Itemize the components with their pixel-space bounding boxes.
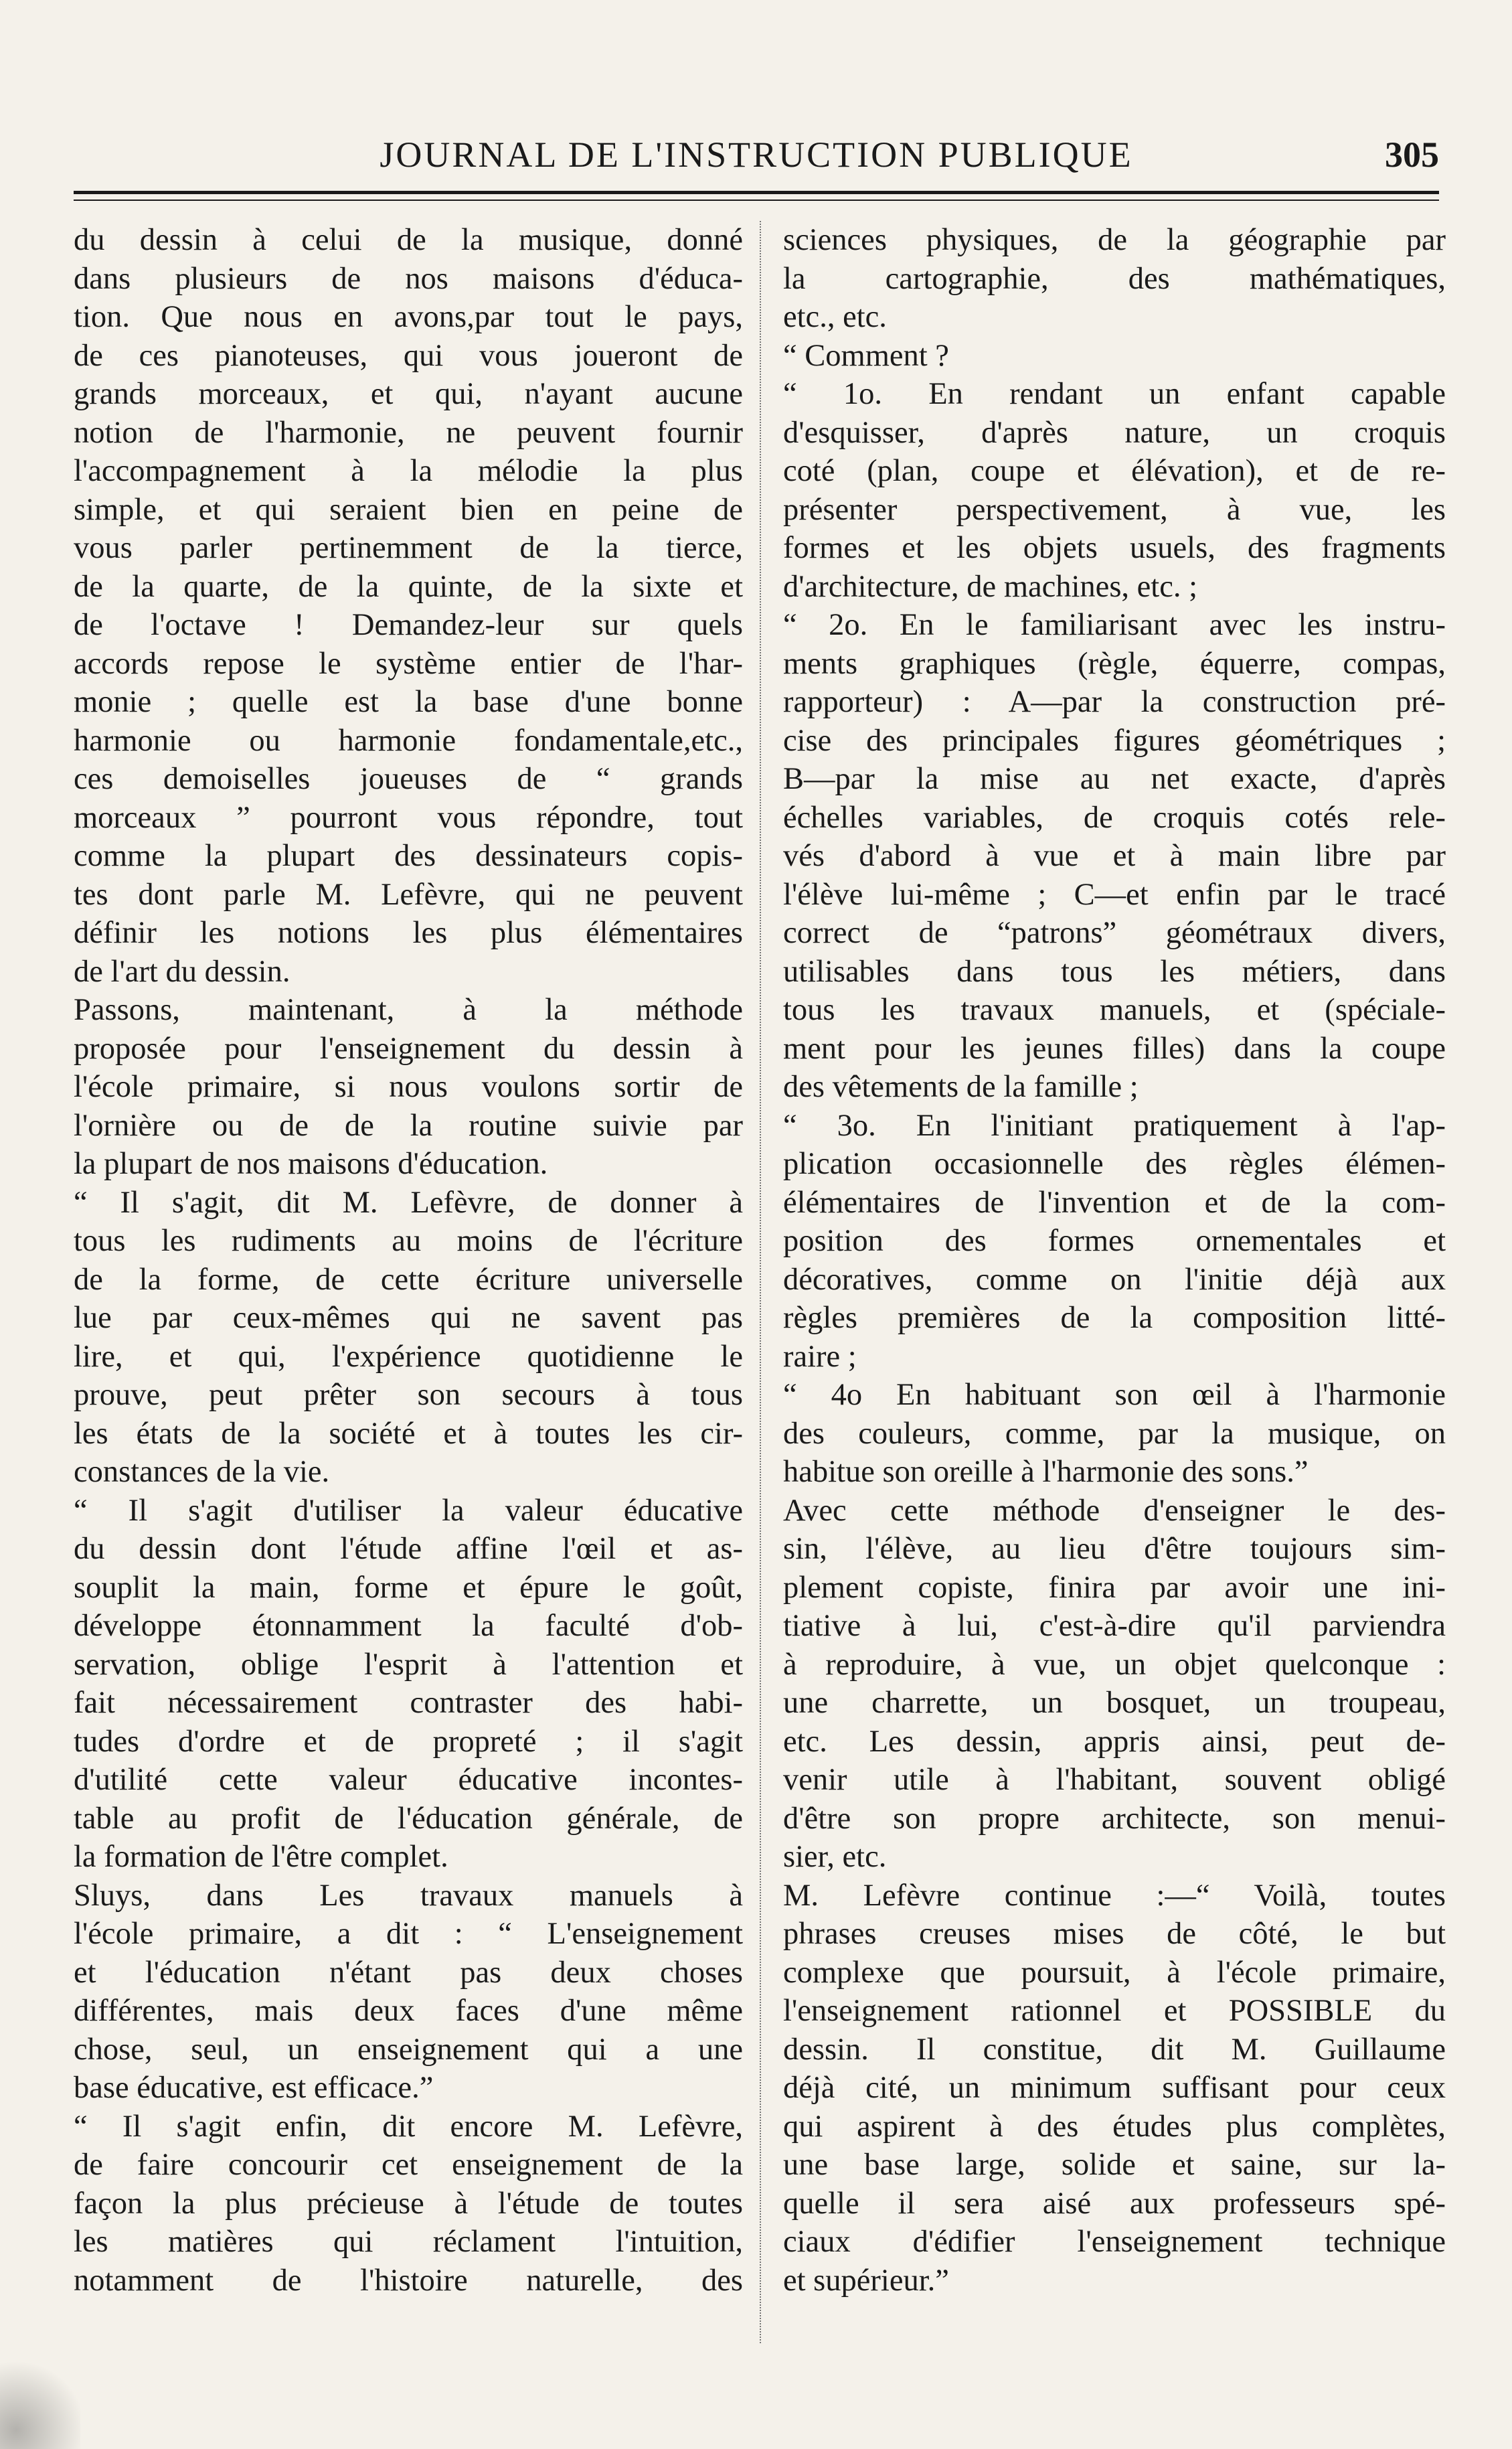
paragraph <box>783 1376 1446 1492</box>
text-line: “ 3o. En l'initiant pratiquement à l'ap- <box>783 1108 1446 1143</box>
text-line: vous parler pertinemment de la tierce, <box>74 531 743 565</box>
text-line: présenter perspectivement, à vue, les <box>783 492 1446 527</box>
text-line: monie ; quelle est la base d'une bonne <box>74 685 743 719</box>
text-line: notamment de l'histoire naturelle, des <box>74 2263 743 2298</box>
text-line: tous les rudiments au moins de l'écriture <box>74 1224 743 1258</box>
text-line: règles premières de la composition litté- <box>783 1301 1446 1335</box>
paragraph <box>783 1877 1446 2300</box>
text-line: fait nécessairement contraster des habi- <box>74 1686 743 1720</box>
text-line: élémentaires de l'invention et de la com- <box>783 1185 1446 1220</box>
text-line: les matières qui réclament l'intuition, <box>74 2225 743 2259</box>
text-line: l'élève lui-même ; C—et enfin par le tracé <box>783 877 1446 912</box>
text-line: phrases creuses mises de côté, le but <box>783 1917 1446 1951</box>
paragraph <box>783 375 1446 606</box>
text-line: ments graphiques (règle, équerre, compas, <box>783 646 1446 681</box>
text-line: et supérieur.” <box>783 2263 949 2298</box>
text-line: Avec cette méthode d'enseigner le des- <box>783 1493 1446 1528</box>
text-line: différentes, mais deux faces d'une même <box>74 1994 743 2028</box>
text-line: une base large, solide et saine, sur la- <box>783 2148 1446 2182</box>
text-line: coté (plan, coupe et élévation), et de re- <box>783 454 1446 488</box>
text-line: M. Lefèvre continue :—“ Voilà, toutes <box>783 1878 1446 1913</box>
text-line: “ Il s'agit d'utiliser la valeur éducative <box>74 1493 743 1528</box>
text-line: définir les notions les plus élémentaires <box>74 916 743 950</box>
text-line: tudes d'ordre et de propreté ; il s'agit <box>74 1724 743 1759</box>
text-line: venir utile à l'habitant, souvent obligé <box>783 1763 1446 1797</box>
text-line: notion de l'harmonie, ne peuvent fournir <box>74 415 743 450</box>
text-line: servation, oblige l'esprit à l'attention et <box>74 1647 743 1682</box>
text-line: Sluys, dans Les travaux manuels à <box>74 1878 743 1913</box>
text-line: décoratives, comme on l'initie déjà aux <box>783 1262 1446 1297</box>
text-line: simple, et qui seraient bien en peine de <box>74 492 743 527</box>
text-line: la plupart de nos maisons d'éducation. <box>74 1147 548 1181</box>
paragraph <box>783 1492 1446 1877</box>
running-title: JOURNAL DE L'INSTRUCTION PUBLIQUE <box>380 135 1133 175</box>
page-header <box>74 134 1439 187</box>
text-line: harmonie ou harmonie fondamentale,etc., <box>74 723 743 758</box>
text-line: constances de la vie. <box>74 1455 330 1489</box>
text-line: façon la plus précieuse à l'étude de toutes <box>74 2186 743 2221</box>
paragraph <box>783 221 1446 337</box>
text-line: tiative à lui, c'est-à-dire qu'il parviendra <box>783 1609 1446 1643</box>
text-line: ces demoiselles joueuses de “ grands <box>74 762 743 796</box>
paragraph <box>783 337 1446 376</box>
paragraph <box>74 221 743 991</box>
text-line: de ces pianoteuses, qui vous joueront de <box>74 338 743 373</box>
text-line: plication occasionnelle des règles élémen- <box>783 1147 1446 1181</box>
text-line: d'architecture, de machines, etc. ; <box>783 569 1198 604</box>
text-line: vés d'abord à vue et à main libre par <box>783 839 1446 873</box>
text-line: développe étonnamment la faculté d'ob- <box>74 1609 743 1643</box>
text-line: ment pour les jeunes filles) dans la coupe <box>783 1031 1446 1066</box>
text-line: tous les travaux manuels, et (spéciale- <box>783 993 1446 1027</box>
text-line: une charrette, un bosquet, un troupeau, <box>783 1686 1446 1720</box>
text-line: Passons, maintenant, à la méthode <box>74 993 743 1027</box>
text-line: d'être son propre architecte, son menui- <box>783 1801 1446 1836</box>
right-column <box>783 221 1446 2300</box>
text-line: complexe que poursuit, à l'école primaire, <box>783 1955 1446 1990</box>
text-line: “ Il s'agit enfin, dit encore M. Lefèvre, <box>74 2109 743 2144</box>
text-line: du dessin dont l'étude affine l'œil et as- <box>74 1532 743 1566</box>
text-line: “ 1o. En rendant un enfant capable <box>783 377 1446 411</box>
paragraph <box>74 1492 743 1877</box>
text-line: lue par ceux-mêmes qui ne savent pas <box>74 1301 743 1335</box>
text-line: dans plusieurs de nos maisons d'éduca- <box>74 261 743 296</box>
text-line: table au profit de l'éducation générale, de <box>74 1801 743 1836</box>
paragraph <box>74 1877 743 2108</box>
text-line: les états de la société et à toutes les cir- <box>74 1416 743 1451</box>
text-line: l'école primaire, a dit : “ L'enseignement <box>74 1917 743 1951</box>
text-line: position des formes ornementales et <box>783 1224 1446 1258</box>
text-line: rapporteur) : A—par la construction pré- <box>783 685 1446 719</box>
paragraph <box>783 606 1446 1107</box>
header-rule-thin <box>74 200 1439 201</box>
text-line: des vêtements de la famille ; <box>783 1070 1139 1104</box>
text-line: sier, etc. <box>783 1840 887 1874</box>
text-line: chose, seul, un enseignement qui a une <box>74 2032 743 2067</box>
text-line: souplit la main, forme et épure le goût, <box>74 1570 743 1605</box>
text-line: etc. Les dessin, appris ainsi, peut de- <box>783 1724 1446 1759</box>
text-line: base éducative, est efficace.” <box>74 2071 434 2105</box>
text-line: correct de “patrons” géométraux divers, <box>783 916 1446 950</box>
text-line: l'enseignement rationnel et POSSIBLE du <box>783 1994 1446 2028</box>
text-line: “ Il s'agit, dit M. Lefèvre, de donner à <box>74 1185 743 1220</box>
text-line: proposée pour l'enseignement du dessin à <box>74 1031 743 1066</box>
text-line: ciaux d'édifier l'enseignement technique <box>783 2225 1446 2259</box>
text-line: etc., etc. <box>783 300 887 334</box>
text-line: d'utilité cette valeur éducative incontes- <box>74 1763 743 1797</box>
text-line: des couleurs, comme, par la musique, on <box>783 1416 1446 1451</box>
text-line: échelles variables, de croquis cotés rele- <box>783 800 1446 835</box>
text-line: lire, et qui, l'expérience quotidienne le <box>74 1339 743 1374</box>
text-line: grands morceaux, et qui, n'ayant aucune <box>74 377 743 411</box>
text-line: dessin. Il constitue, dit M. Guillaume <box>783 2032 1446 2067</box>
text-line: la formation de l'être complet. <box>74 1840 448 1874</box>
text-line: formes et les objets usuels, des fragments <box>783 531 1446 565</box>
header-rule <box>74 191 1439 194</box>
text-line: l'ornière ou de de la routine suivie par <box>74 1108 743 1143</box>
text-line: de l'art du dessin. <box>74 954 290 989</box>
text-line: “ 4o En habituant son œil à l'harmonie <box>783 1378 1446 1412</box>
text-line: prouve, peut prêter son secours à tous <box>74 1378 743 1412</box>
column-divider <box>760 221 761 2343</box>
text-line: quelle il sera aisé aux professeurs spé- <box>783 2186 1446 2221</box>
left-column <box>74 221 743 2300</box>
text-line: sciences physiques, de la géographie par <box>783 223 1446 257</box>
paragraph <box>74 1184 743 1492</box>
text-line: la cartographie, des mathématiques, <box>783 261 1446 296</box>
text-line: de la quarte, de la quinte, de la sixte et <box>74 569 743 604</box>
text-line: accords repose le système entier de l'har- <box>74 646 743 681</box>
text-line: sin, l'élève, au lieu d'être toujours sim- <box>783 1532 1446 1566</box>
text-line: tion. Que nous en avons,par tout le pays, <box>74 300 743 334</box>
text-line: habitue son oreille à l'harmonie des sons.” <box>783 1455 1309 1489</box>
text-line: à reproduire, à vue, un objet quelconque : <box>783 1647 1446 1682</box>
text-line: de la forme, de cette écriture universelle <box>74 1262 743 1297</box>
text-line: de faire concourir cet enseignement de la <box>74 2148 743 2182</box>
text-line: plement copiste, finira par avoir une ini- <box>783 1570 1446 1605</box>
text-line: de l'octave ! Demandez-leur sur quels <box>74 608 743 642</box>
text-line: tes dont parle M. Lefèvre, qui ne peuvent <box>74 877 743 912</box>
text-line: cise des principales figures géométriques ; <box>783 723 1446 758</box>
page-number: 305 <box>1385 135 1439 175</box>
text-line: comme la plupart des dessinateurs copis- <box>74 839 743 873</box>
text-line: déjà cité, un minimum suffisant pour ceux <box>783 2071 1446 2105</box>
page-stain <box>0 2355 80 2449</box>
paragraph <box>74 2108 743 2300</box>
text-line: et l'éducation n'étant pas deux choses <box>74 1955 743 1990</box>
text-line: B—par la mise au net exacte, d'après <box>783 762 1446 796</box>
text-line: raire ; <box>783 1339 857 1374</box>
text-line: l'école primaire, si nous voulons sortir de <box>74 1070 743 1104</box>
text-line: d'esquisser, d'après nature, un croquis <box>783 415 1446 450</box>
text-line: morceaux ” pourront vous répondre, tout <box>74 800 743 835</box>
paragraph <box>783 1107 1446 1376</box>
text-line: du dessin à celui de la musique, donné <box>74 223 743 257</box>
text-line: qui aspirent à des études plus complètes, <box>783 2109 1446 2144</box>
text-line: utilisables dans tous les métiers, dans <box>783 954 1446 989</box>
text-line: l'accompagnement à la mélodie la plus <box>74 454 743 488</box>
text-line: “ 2o. En le familiarisant avec les instru- <box>783 608 1446 642</box>
paragraph <box>74 991 743 1184</box>
text-line: “ Comment ? <box>783 338 949 373</box>
